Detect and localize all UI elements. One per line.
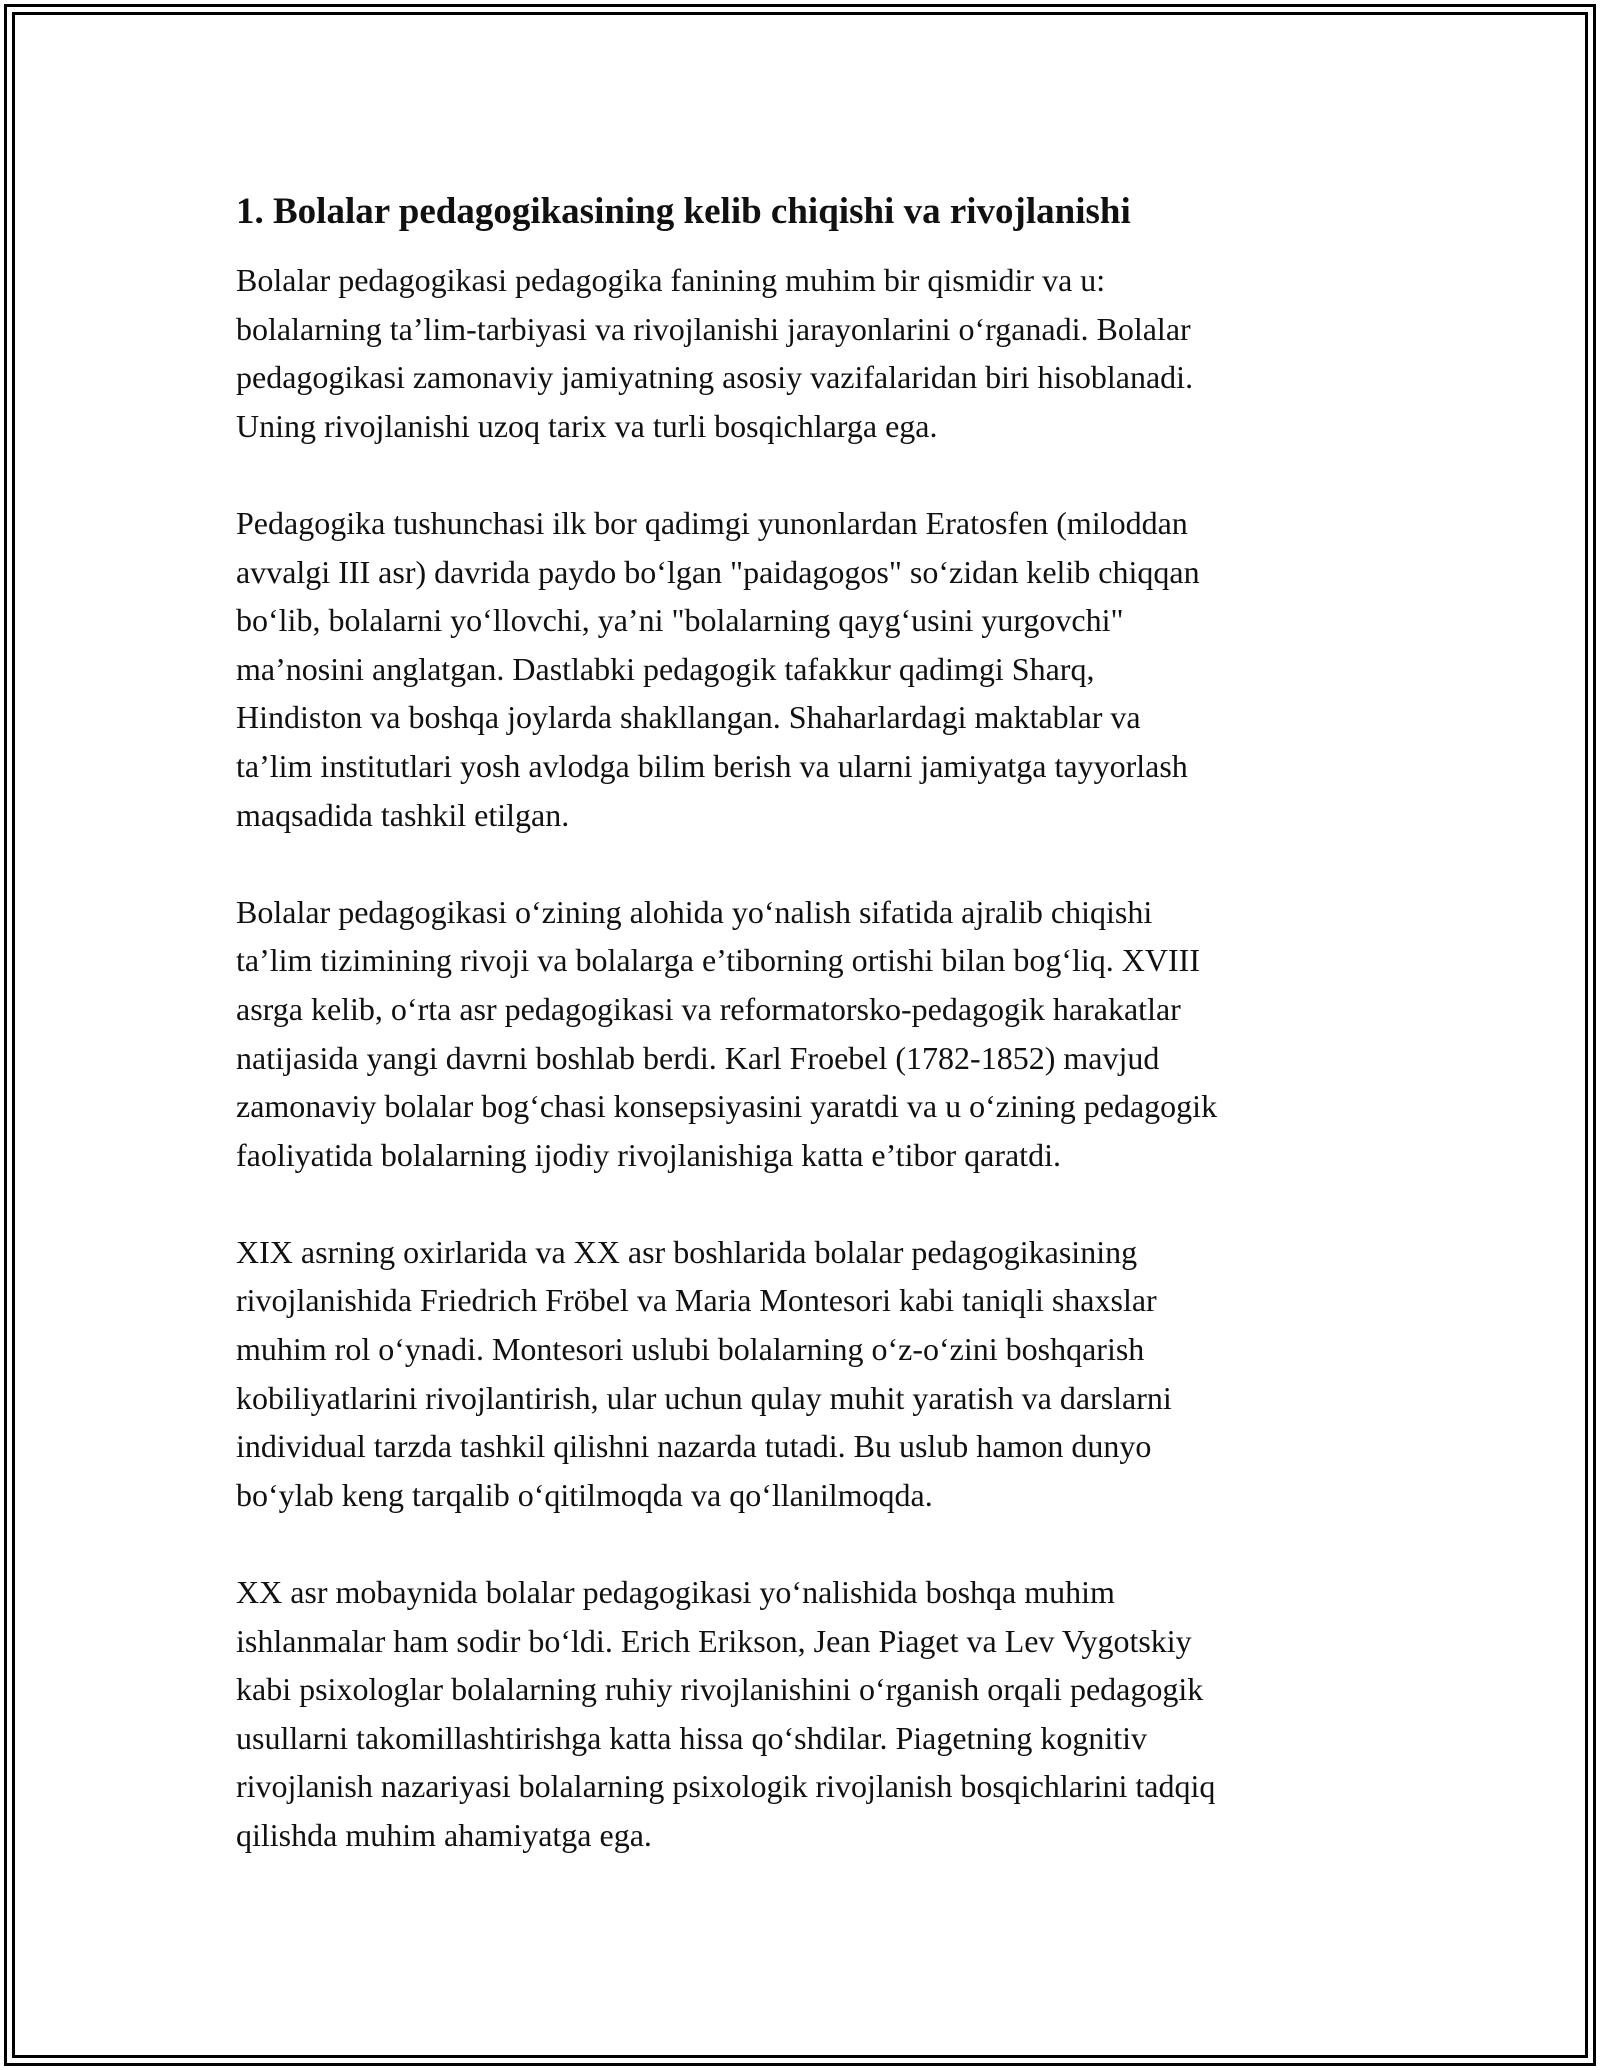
section-heading: 1. Bolalar pedagogikasining kelib chiqishi va rivojlanishi — [236, 191, 1131, 232]
paragraph-2 — [236, 499, 1366, 839]
paragraph-line: usullarni takomillashtirishga katta hissa qo‘shdilar. Piagetning kognitiv — [236, 1719, 1147, 1756]
paragraph-line: asrga kelib, o‘rta asr pedagogikasi va reformatorsko-pedagogik harakatlar — [236, 990, 1181, 1027]
paragraph-line: bolalarning ta’lim-tarbiyasi va rivojlanishi jarayonlarini o‘rganadi. Bolalar — [236, 310, 1191, 347]
paragraph-line: maqsadida tashkil etilgan. — [236, 796, 570, 833]
paragraph-line: Uning rivojlanishi uzoq tarix va turli bosqichlarga ega. — [236, 407, 938, 444]
document-body — [236, 186, 1366, 1860]
paragraph-line: Bolalar pedagogikasi o‘zining alohida yo‘nalish sifatida ajralib chiqishi — [236, 893, 1153, 930]
paragraph-line: ma’nosini anglatgan. Dastlabki pedagogik tafakkur qadimgi Sharq, — [236, 650, 1095, 687]
paragraph-line: bo‘ylab keng tarqalib o‘qitilmoqda va qo‘llanilmoqda. — [236, 1476, 933, 1513]
paragraph-4 — [236, 1228, 1366, 1520]
paragraph-line: avvalgi III asr) davrida paydo bo‘lgan "paidagogos" so‘zidan kelib chiqqan — [236, 553, 1200, 590]
paragraph-line: individual tarzda tashkil qilishni nazarda tutadi. Bu uslub hamon dunyo — [236, 1428, 1152, 1465]
paragraph-line: Pedagogika tushunchasi ilk bor qadimgi yunonlardan Eratosfen (miloddan — [236, 504, 1188, 541]
paragraph-line: XX asr mobaynida bolalar pedagogikasi yo‘nalishida boshqa muhim — [236, 1574, 1115, 1611]
paragraph-line: qilishda muhim ahamiyatga ega. — [236, 1817, 652, 1853]
paragraph-line: muhim rol o‘ynadi. Montesori uslubi bolalarning o‘z-o‘zini boshqarish — [236, 1331, 1145, 1368]
paragraph-line: natijasida yangi davrni boshlab berdi. Karl Froebel (1782-1852) mavjud — [236, 1039, 1160, 1076]
paragraph-5 — [236, 1568, 1366, 1860]
paragraph-line: ishlanmalar ham sodir bo‘ldi. Erich Erikson, Jean Piaget va Lev Vygotskiy — [236, 1622, 1192, 1659]
paragraph-line: rivojlanishida Friedrich Fröbel va Maria Montesori kabi taniqli shaxslar — [236, 1282, 1157, 1319]
paragraph-line: ta’lim tizimining rivoji va bolalarga e’tiborning ortishi bilan bog‘liq. XVIII — [236, 942, 1200, 979]
paragraph-line: faoliyatida bolalarning ijodiy rivojlanishiga katta e’tibor qaratdi. — [236, 1136, 1061, 1173]
paragraph-line: kobiliyatlarini rivojlantirish, ular uchun qulay muhit yaratish va darslarni — [236, 1379, 1172, 1416]
paragraph-line: pedagogikasi zamonaviy jamiyatning asosiy vazifalaridan biri hisoblanadi. — [236, 359, 1194, 396]
paragraph-1 — [236, 256, 1366, 450]
paragraph-line: kabi psixologlar bolalarning ruhiy rivojlanishini o‘rganish orqali pedagogik — [236, 1671, 1204, 1708]
paragraph-line: Bolalar pedagogikasi pedagogika fanining muhim bir qismidir va u: — [236, 262, 1106, 298]
paragraph-line: rivojlanish nazariyasi bolalarning psixologik rivojlanish bosqichlarini tadqiq — [236, 1768, 1216, 1805]
paragraph-line: bo‘lib, bolalarni yo‘llovchi, ya’ni "bolalarning qayg‘usini yurgovchi" — [236, 602, 1124, 639]
paragraph-3 — [236, 888, 1366, 1180]
paragraph-line: ta’lim institutlari yosh avlodga bilim berish va ularni jamiyatga tayyorlash — [236, 747, 1188, 784]
paragraph-line: zamonaviy bolalar bog‘chasi konsepsiyasini yaratdi va u o‘zining pedagogik — [236, 1088, 1218, 1125]
paragraph-line: XIX asrning oxirlarida va XX asr boshlarida bolalar pedagogikasining — [236, 1233, 1138, 1270]
paragraph-line: Hindiston va boshqa joylarda shakllangan. Shaharlardagi maktablar va — [236, 699, 1141, 736]
